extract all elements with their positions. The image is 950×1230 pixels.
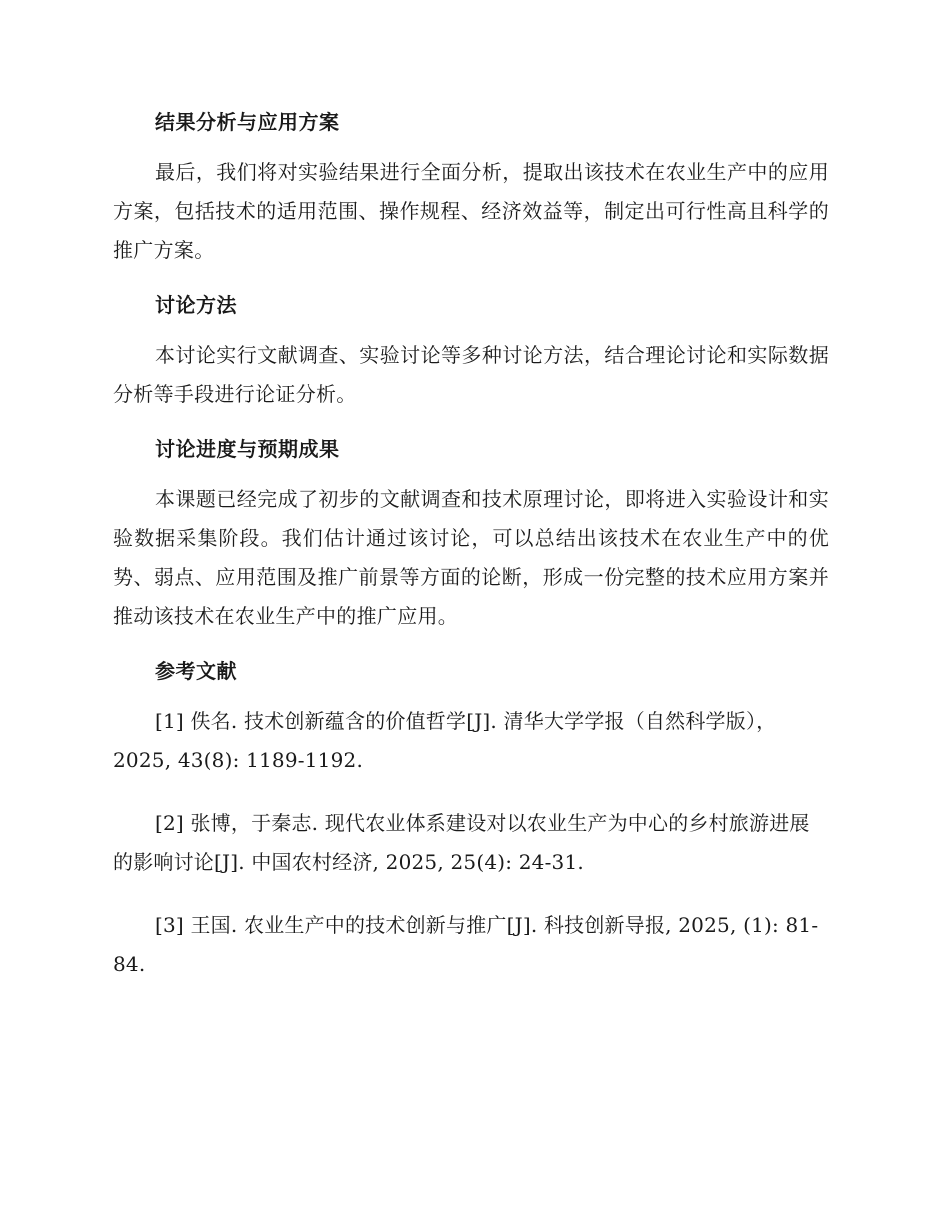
section-paragraph-progress: 本课题已经完成了初步的文献调查和技术原理讨论，即将进入实验设计和实验数据采集阶段。我们估计通过该讨论，可以总结出该技术在农业生产中的优势、弱点、应用范围及推广前景等方面的论断，形成一份完整的技术应用方案并推动该技术在农业生产中的推广应用。 xyxy=(113,487,829,628)
section-paragraph-results: 最后，我们将对实验结果进行全面分析，提取出该技术在农业生产中的应用方案，包括技术的适用范围、操作规程、经济效益等，制定出可行性高且科学的推广方案。 xyxy=(113,160,829,262)
reference-item-3: [3] 王国. 农业生产中的技术创新与推广[J]. 科技创新导报, 2025, (1): 81-84. xyxy=(113,913,819,976)
section-heading-methods: 讨论方法 xyxy=(155,293,237,317)
section-heading-results: 结果分析与应用方案 xyxy=(155,110,340,134)
references-heading: 参考文献 xyxy=(155,659,237,683)
reference-item-2: [2] 张博，于秦志. 现代农业体系建设对以农业生产为中心的乡村旅游进展的影响讨论[J]. 中国农村经济, 2025, 25(4): 24-31. xyxy=(113,811,810,874)
document-body xyxy=(113,108,829,984)
section-paragraph-methods: 本讨论实行文献调查、实验讨论等多种讨论方法，结合理论讨论和实际数据分析等手段进行论证分析。 xyxy=(113,343,829,406)
reference-item-1: [1] 佚名. 技术创新蕴含的价值哲学[J]. 清华大学学报（自然科学版），2025, 43(8): 1189-1192. xyxy=(113,709,777,772)
section-heading-progress: 讨论进度与预期成果 xyxy=(155,437,340,461)
